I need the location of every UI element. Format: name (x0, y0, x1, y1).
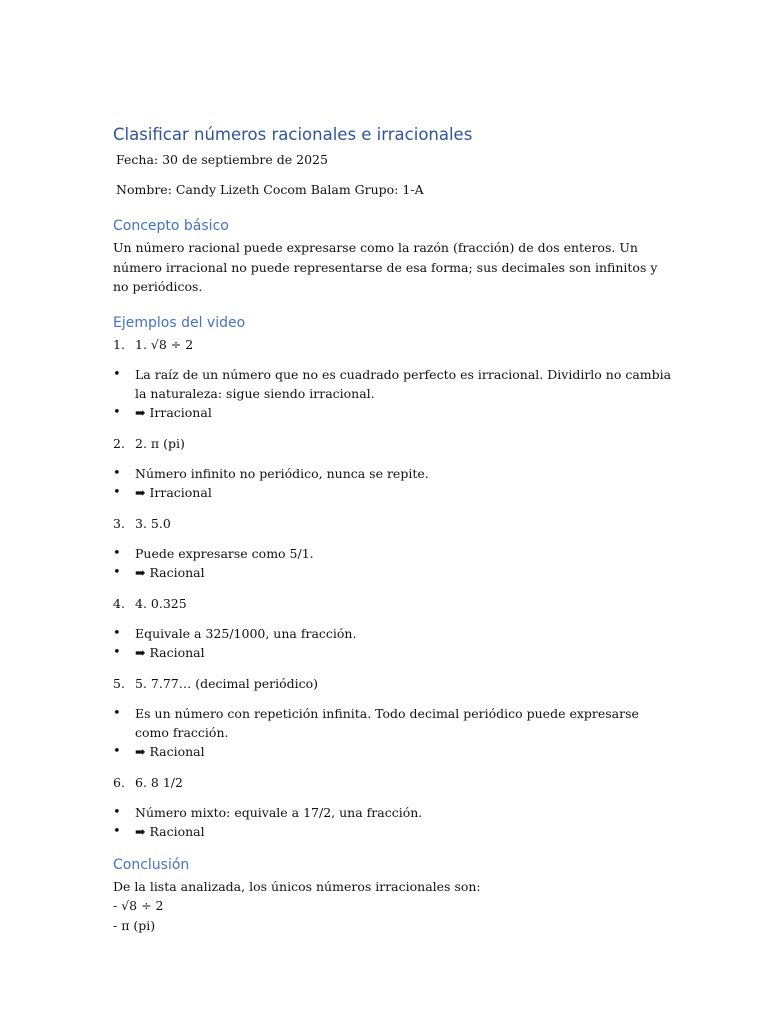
bullet-dot-icon: • (113, 823, 121, 839)
bullet-dot-icon: • (113, 465, 121, 481)
example-bullets (113, 544, 673, 582)
bullet-dot-icon: • (113, 625, 121, 641)
example-bullets (113, 365, 673, 422)
bullet-dot-icon: • (113, 743, 121, 759)
bullet-dot-icon: • (113, 564, 121, 580)
example-label: 5. 7.77… (decimal periódico) (135, 675, 319, 691)
bullet-text: ➡ Racional (135, 743, 205, 759)
bullet-item (113, 544, 673, 563)
example-item (113, 434, 673, 453)
example-bullets (113, 803, 673, 841)
example-number: 3. (113, 515, 125, 531)
bullet-text: Puede expresarse como 5/1. (135, 545, 314, 561)
bullet-dot-icon: • (113, 545, 121, 561)
example-bullets (113, 704, 673, 761)
bullet-dot-icon: • (113, 484, 121, 500)
bullet-text: ➡ Racional (135, 564, 205, 580)
example-item (113, 335, 673, 354)
example-label: 3. 5.0 (135, 515, 171, 531)
bullet-item (113, 464, 673, 483)
document-title: Clasificar números racionales e irracionales (113, 125, 473, 144)
bullet-item (113, 365, 673, 403)
bullet-item (113, 822, 673, 841)
conclusion-heading: Conclusión (113, 856, 190, 873)
bullet-item (113, 403, 673, 422)
bullet-text: La raíz de un número que no es cuadrado perfecto es irracional. Dividirlo no cambia la naturaleza: sigue siendo irracional. (135, 366, 672, 401)
bullet-text: ➡ Racional (135, 644, 205, 660)
example-bullets (113, 464, 673, 502)
example-number: 6. (113, 774, 125, 790)
bullet-text: Equivale a 325/1000, una fracción. (135, 625, 357, 641)
example-item (113, 514, 673, 533)
bullet-item (113, 742, 673, 761)
bullet-item (113, 624, 673, 643)
bullet-text: ➡ Irracional (135, 484, 212, 500)
examples-heading: Ejemplos del video (113, 314, 246, 331)
bullet-item (113, 704, 673, 742)
bullet-item (113, 803, 673, 822)
bullet-text: ➡ Irracional (135, 404, 212, 420)
concept-heading: Concepto básico (113, 218, 229, 234)
bullet-dot-icon: • (113, 804, 121, 820)
example-number: 2. (113, 435, 125, 451)
example-number: 4. (113, 595, 125, 611)
bullet-dot-icon: • (113, 366, 121, 382)
bullet-text: Es un número con repetición infinita. Todo decimal periódico puede expresarse como fracción. (135, 705, 639, 740)
example-label: 6. 8 1/2 (135, 774, 183, 790)
example-number: 5. (113, 675, 125, 691)
conclusion-line: - π (pi) (113, 917, 156, 933)
bullet-text: Número mixto: equivale a 17/2, una fracción. (135, 804, 423, 820)
examples-list (113, 335, 673, 841)
example-label: 2. π (pi) (135, 435, 185, 451)
bullet-dot-icon: • (113, 404, 121, 420)
bullet-item (113, 483, 673, 502)
document-page (113, 124, 673, 935)
bullet-text: ➡ Racional (135, 823, 205, 839)
example-label: 1. √8 ÷ 2 (135, 336, 194, 352)
example-item (113, 594, 673, 613)
bullet-text: Número infinito no periódico, nunca se repite. (135, 465, 429, 481)
example-number: 1. (113, 336, 125, 352)
example-bullets (113, 624, 673, 662)
bullet-dot-icon: • (113, 705, 121, 721)
conclusion-intro: De la lista analizada, los únicos números irracionales son: (113, 878, 481, 894)
date-line: Fecha: 30 de septiembre de 2025 (116, 152, 328, 167)
example-item (113, 773, 673, 792)
bullet-item (113, 643, 673, 662)
conclusion-line: - √8 ÷ 2 (113, 898, 164, 913)
example-label: 4. 0.325 (135, 595, 187, 611)
bullet-dot-icon: • (113, 644, 121, 660)
bullet-item (113, 563, 673, 582)
name-line: Nombre: Candy Lizeth Cocom Balam Grupo: 1-A (116, 182, 424, 197)
concept-paragraph: Un número racional puede expresarse como la razón (fracción) de dos enteros. Un número irracional no puede representarse de esa forma; sus decimales son infinitos y no periódicos. (113, 240, 658, 294)
example-item (113, 674, 673, 693)
